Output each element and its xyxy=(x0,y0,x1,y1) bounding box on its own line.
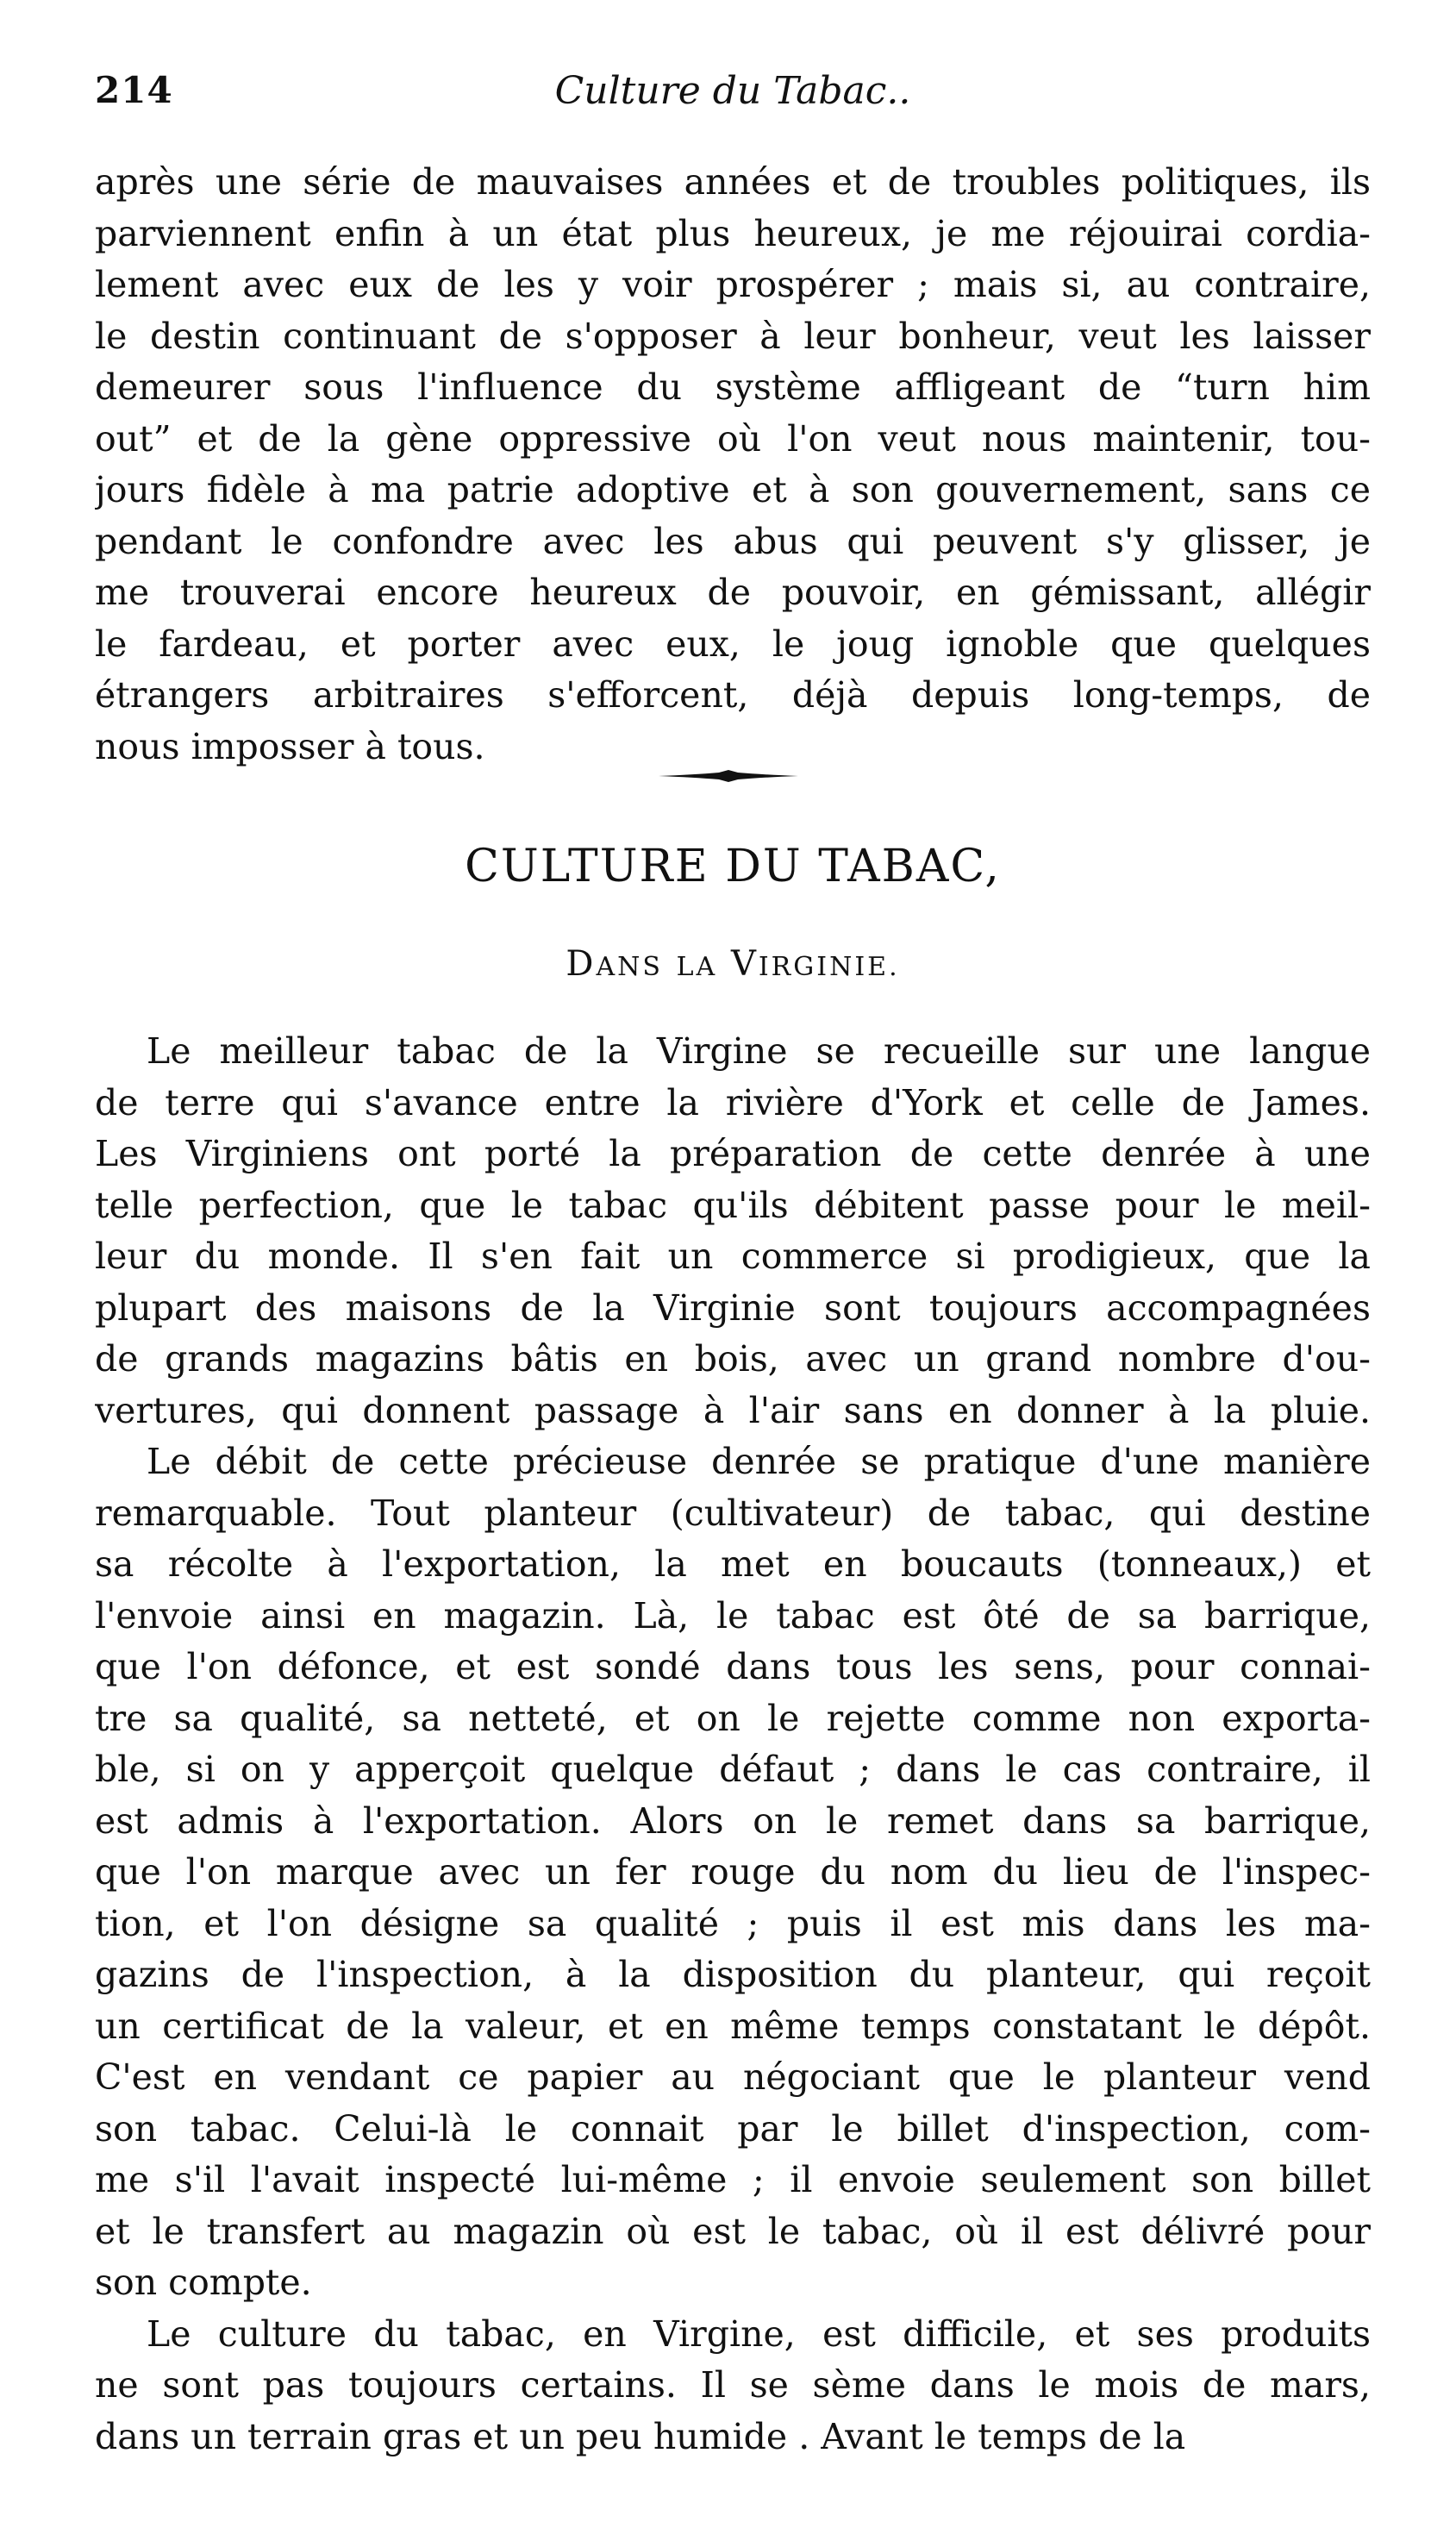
page-number: 214 xyxy=(95,69,173,111)
section-subtitle xyxy=(95,944,1371,984)
running-title: Culture du Tabac.. xyxy=(554,69,911,113)
text-line: son tabac. Celui-là le connait par le billet d'inspection, com- xyxy=(95,2107,1371,2150)
text-line: de grands magazins bâtis en bois, avec un grand nombre d'ou- xyxy=(95,1338,1371,1380)
text-line: tion, et l'on désigne sa qualité ; puis il est mis dans les ma- xyxy=(95,1902,1371,1944)
text-line: jours fidèle à ma patrie adoptive et à son gouvernement, sans ce xyxy=(95,469,1371,510)
subtitle-part: V xyxy=(730,944,759,984)
text-line: Le débit de cette précieuse denrée se pratique d'une manière xyxy=(147,1441,1371,1482)
subtitle-part: IRGINIE. xyxy=(758,952,900,982)
text-line: étrangers arbitraires s'efforcent, déjà depuis long-temps, de xyxy=(95,674,1371,716)
text-line: remarquable. Tout planteur (cultivateur) de tabac, qui destine xyxy=(95,1492,1371,1534)
text-line: gazins de l'inspection, à la disposition du planteur, qui reçoit xyxy=(95,1954,1371,1995)
text-line: que l'on marque avec un fer rouge du nom du lieu de l'inspec- xyxy=(95,1851,1371,1893)
text-line: ne sont pas toujours certains. Il se sème dans le mois de mars, xyxy=(95,2364,1371,2406)
text-line: nous imposser à tous. xyxy=(95,725,485,767)
text-line: me trouverai encore heureux de pouvoir, en gémissant, allégir xyxy=(95,572,1371,613)
text-line: Les Virginiens ont porté la préparation de cette denrée à une xyxy=(95,1133,1371,1174)
text-line: que l'on défonce, et est sondé dans tous les sens, pour connai- xyxy=(95,1646,1371,1687)
text-line: après une série de mauvaises années et de troubles politiques, ils xyxy=(95,161,1371,203)
text-line: son compte. xyxy=(95,2262,312,2303)
text-line: pendant le confondre avec les abus qui peuvent s'y glisser, je xyxy=(95,520,1371,562)
body-text xyxy=(95,1026,1371,2463)
text-line: le fardeau, et porter avec eux, le joug ignoble que quelques xyxy=(95,623,1371,665)
subtitle-part: LA xyxy=(676,952,718,982)
text-line: de terre qui s'avance entre la rivière d'York et celle de James. xyxy=(95,1081,1371,1123)
text-line: Le meilleur tabac de la Virgine se recueille sur une langue xyxy=(147,1030,1371,1072)
text-line: vertures, qui donnent passage à l'air sans en donner à la pluie. xyxy=(95,1389,1371,1431)
ornamental-rule xyxy=(659,769,798,783)
text-line: Le culture du tabac, en Virgine, est difficile, et ses produits xyxy=(147,2312,1371,2355)
text-line: et le transfert au magazin où est le tabac, où il est délivré pour xyxy=(95,2210,1371,2252)
text-line: plupart des maisons de la Virginie sont toujours accompagnées xyxy=(95,1286,1371,1329)
subtitle-part: D xyxy=(566,944,597,984)
text-line: parviennent enfin à un état plus heureux, je me réjouirai cordia- xyxy=(95,212,1371,254)
subtitle-part: ANS xyxy=(596,952,663,982)
intro-paragraph xyxy=(95,157,1371,773)
text-line: l'envoie ainsi en magazin. Là, le tabac est ôté de sa barrique, xyxy=(95,1594,1371,1636)
text-line: le destin continuant de s'opposer à leur bonheur, veut les laisser xyxy=(95,315,1371,357)
text-line: lement avec eux de les y voir prospérer ; mais si, au contraire, xyxy=(95,264,1371,305)
text-line: sa récolte à l'exportation, la met en boucauts (tonneaux,) et xyxy=(95,1543,1371,1585)
text-line: demeurer sous l'influence du système affligeant de “turn him xyxy=(95,366,1371,408)
section-title: CULTURE DU TABAC, xyxy=(465,841,1001,892)
text-line: C'est en vendant ce papier au négociant que le planteur vend xyxy=(95,2056,1371,2098)
text-line: ble, si on y apperçoit quelque défaut ; dans le cas contraire, il xyxy=(95,1749,1371,1790)
text-line: telle perfection, que le tabac qu'ils débitent passe pour le meil- xyxy=(95,1184,1371,1226)
text-line: un certificat de la valeur, et en même temps constatant le dépôt. xyxy=(95,2005,1371,2047)
text-line: me s'il l'avait inspecté lui-même ; il envoie seulement son billet xyxy=(95,2159,1371,2200)
text-line: leur du monde. Il s'en fait un commerce si prodigieux, que la xyxy=(95,1236,1371,1277)
text-line: est admis à l'exportation. Alors on le remet dans sa barrique, xyxy=(95,1799,1371,1842)
text-line: tre sa qualité, sa netteté, et on le rejette comme non exporta- xyxy=(95,1697,1371,1739)
page-header xyxy=(95,69,1371,121)
text-line: out” et de la gène oppressive où l'on veut nous maintenir, tou- xyxy=(95,417,1371,460)
text-line: dans un terrain gras et un peu humide . Avant le temps de la xyxy=(95,2415,1186,2457)
